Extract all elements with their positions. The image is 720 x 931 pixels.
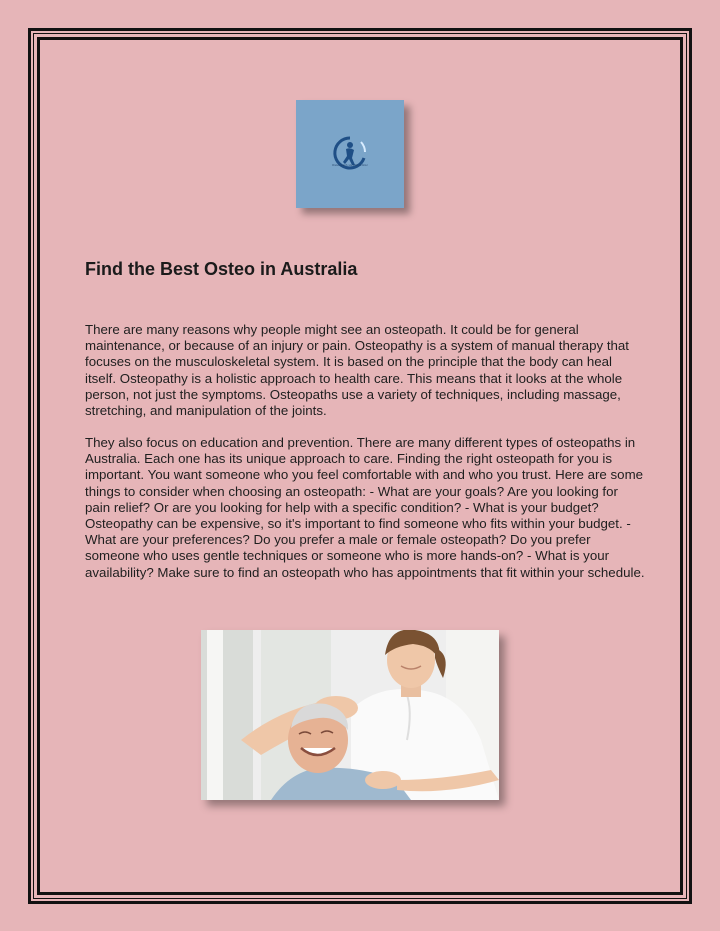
- article-paragraph-2: They also focus on education and prevention. There are many different types of osteopaths in Australia. Each one has its unique approach to care. Finding the right osteopath for you is important. You want someone who you feel comfortable with and who you trust. Here are some things to consider when choosing an osteopath: - What are your goals? Are you looking for pain relief? Or are you looking for help with a specific condition? - What is your budget? Osteopathy can be expensive, so it's important to find someone who fits within your budget. - What are your preferences? Do you prefer a male or female osteopath? Do you prefer someone who uses gentle techniques or someone who is more hands-on? - What is your availability? Make sure to find an osteopath who has appointments that fit within your schedule.: [85, 435, 645, 580]
- osteopath-treatment-photo: [201, 630, 499, 800]
- article-title: Find the Best Osteo in Australia: [85, 259, 358, 279]
- person-in-circle-icon: [328, 134, 372, 174]
- clinic-logo: [296, 100, 404, 208]
- logo-text: Osteopath Health Clinic: [331, 163, 369, 167]
- article-paragraph-1: There are many reasons why people might see an osteopath. It could be for general maintenance, or because of an injury or pain. Osteopathy is a system of manual therapy that focuses on the musculoskeletal system. It is based on the principle that the body can heal itself. Osteopathy is a holistic approach to health care. This means that it looks at the whole person, not just the symptoms. Osteopaths use a variety of techniques, including massage, stretching, and manipulation of the joints.: [85, 322, 629, 419]
